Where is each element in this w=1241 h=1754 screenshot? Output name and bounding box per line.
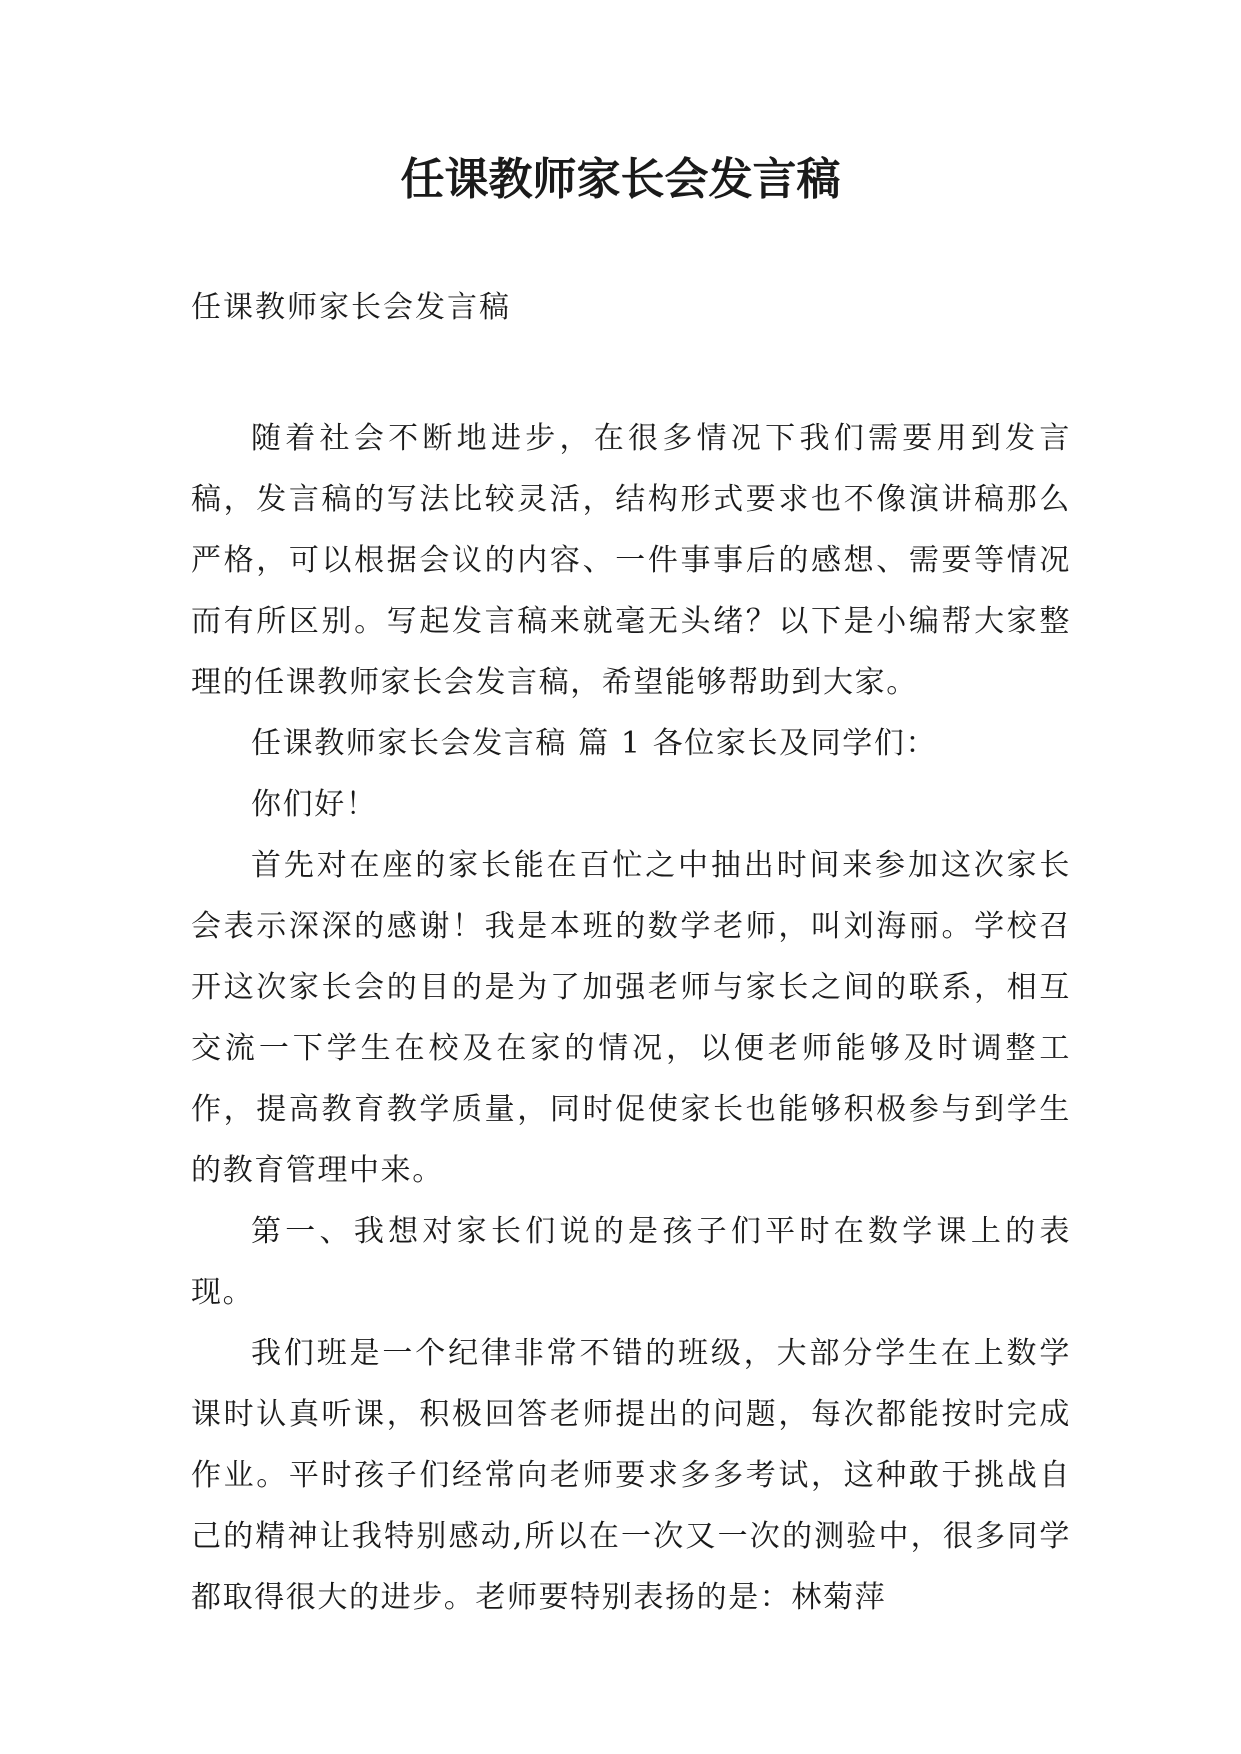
document-title: 任课教师家长会发言稿: [400, 154, 841, 205]
paragraph-heading-greeting: 任课教师家长会发言稿 篇 1 各位家长及同学们：: [251, 726, 938, 761]
document-body: [191, 408, 1071, 1628]
document-subtitle: 任课教师家长会发言稿: [191, 290, 511, 325]
paragraph-class-performance: 我们班是一个纪律非常不错的班级，大部分学生在上数学课时认真听课，积极回答老师提出的问题，每次都能按时完成作业。平时孩子们经常向老师要求多多考试，这种敢于挑战自己的精神让我特别感动,所以在一次又一次的测验中，很多同学都取得很大的进步。老师要特别表扬的是：林菊萍: [191, 1336, 1071, 1615]
paragraph-point-one: 第一、我想对家长们说的是孩子们平时在数学课上的表现。: [191, 1214, 1071, 1310]
paragraph-intro: 随着社会不断地进步，在很多情况下我们需要用到发言稿，发言稿的写法比较灵活，结构形式要求也不像演讲稿那么严格，可以根据会议的内容、一件事事后的感想、需要等情况而有所区别。写起发言稿来就毫无头绪？以下是小编帮大家整理的任课教师家长会发言稿，希望能够帮助到大家。: [191, 421, 1071, 700]
paragraph-hello: 你们好！: [251, 787, 378, 822]
paragraph-thanks: 首先对在座的家长能在百忙之中抽出时间来参加这次家长会表示深深的感谢！我是本班的数学老师，叫刘海丽。学校召开这次家长会的目的是为了加强老师与家长之间的联系，相互交流一下学生在校及在家的情况，以便老师能够及时调整工作，提高教育教学质量，同时促使家长也能够积极参与到学生的教育管理中来。: [191, 848, 1071, 1188]
